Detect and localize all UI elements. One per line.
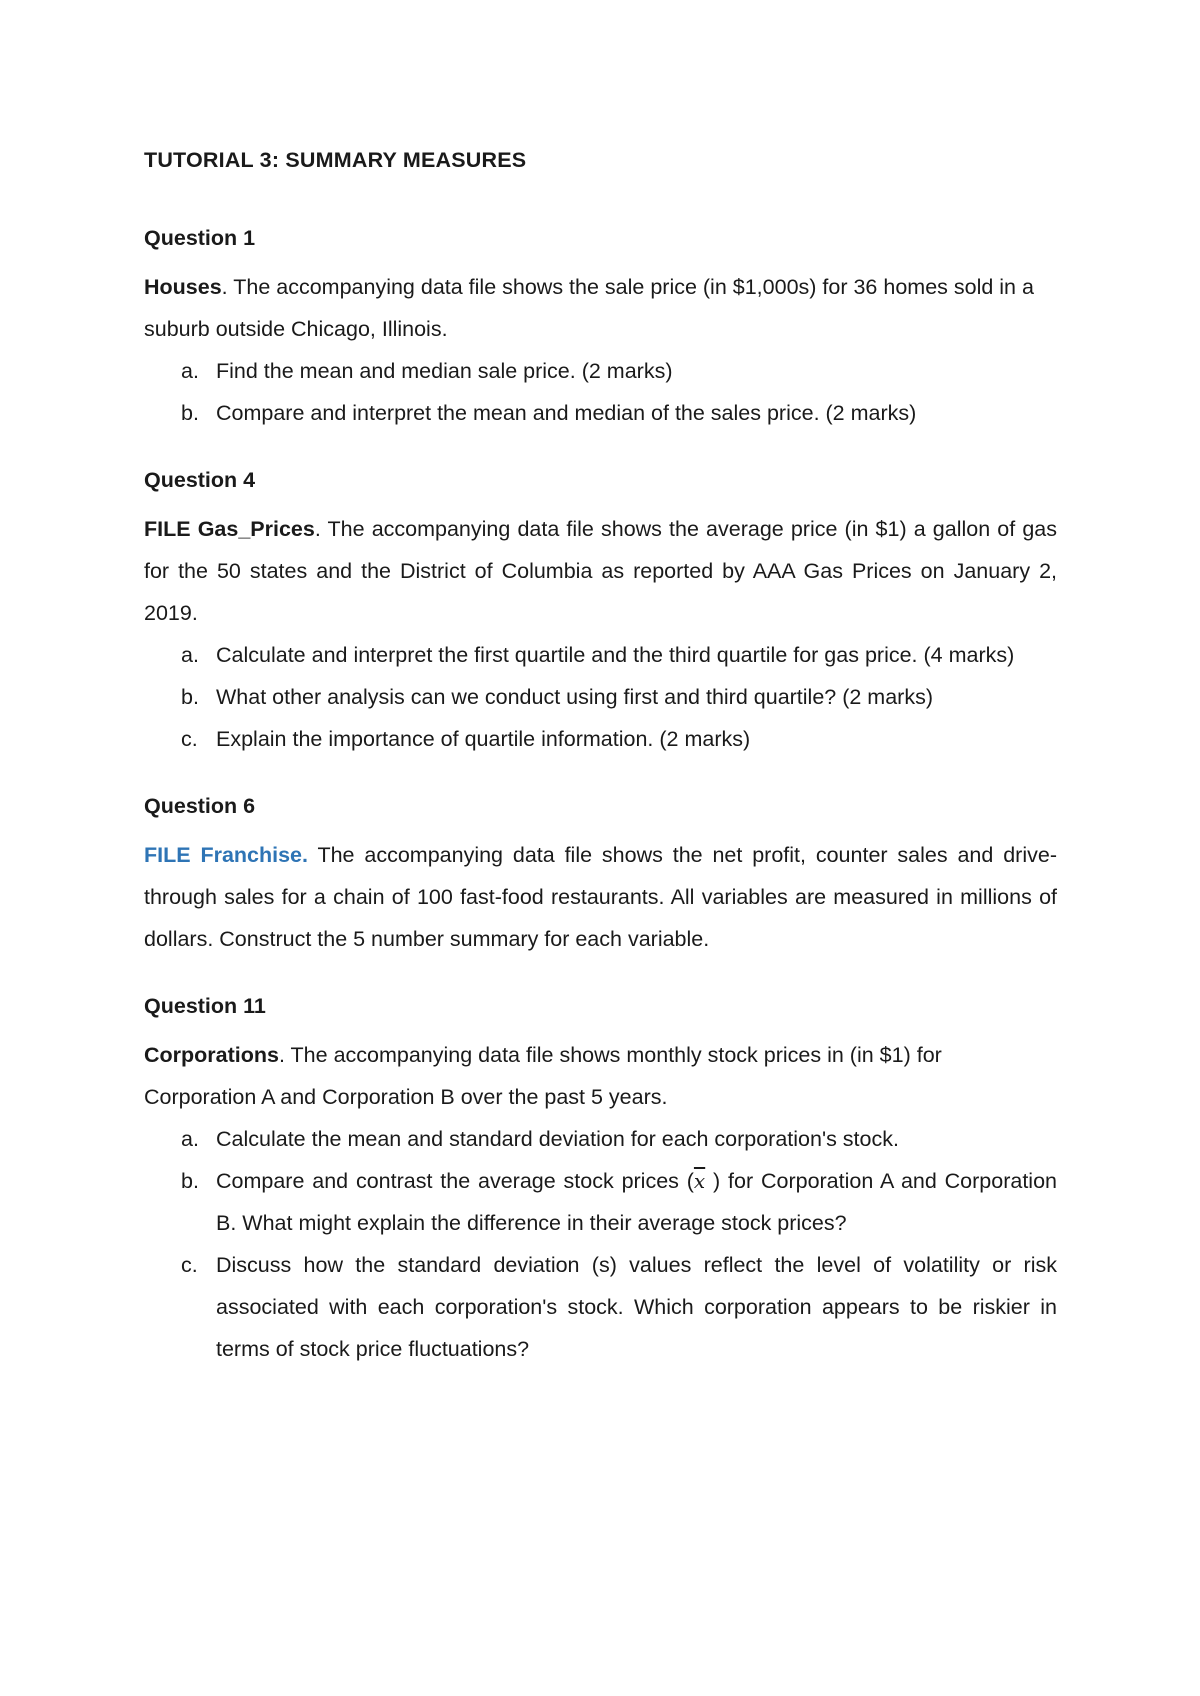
question-part-a [144,1118,1057,1160]
data-file-name: FILE Franchise. [144,843,308,867]
question-1 [144,224,1057,434]
part-marker: b. [181,685,199,709]
intro-text: . The accompanying data file shows the average price (in $1) a gallon of gas for the 50 states and the District of Columbia as reported by AAA Gas Prices on January 2, 2019. [144,517,1057,625]
part-marker: a. [181,359,199,383]
intro-text: . The accompanying data file shows monthly stock prices in (in $1) for Corporation A and Corporation B over the past 5 years. [144,1043,942,1109]
question-part-b [144,676,1057,718]
question-heading: Question 6 [144,794,256,818]
question-11 [144,992,1057,1370]
question-part-c [144,718,1057,760]
part-marker: a. [181,1127,199,1151]
data-file-name: FILE Gas_Prices [144,517,315,541]
x-bar-symbol: $\overline{x}$ [693,1169,706,1193]
data-file-name: Houses [144,275,222,299]
part-marker: c. [181,727,198,751]
part-text: What other analysis can we conduct using first and third quartile? (2 marks) [216,685,933,709]
question-heading: Question 1 [144,226,256,250]
question-part-a [144,634,1057,676]
question-parts [144,1118,1057,1370]
part-text-before: Compare and contrast the average stock prices ( [216,1169,694,1193]
intro-text: The accompanying data file shows the net profit, counter sales and drive-through sales for a chain of 100 fast-food restaurants. All variables are measured in millions of dollars. Construct the 5 number summary for each variable. [144,843,1057,951]
intro-text: . The accompanying data file shows the sale price (in $1,000s) for 36 homes sold in a suburb outside Chicago, Illinois. [144,275,1034,341]
part-marker: a. [181,643,199,667]
document-title: TUTORIAL 3: SUMMARY MEASURES [144,148,527,172]
part-text-after: ) for Corporation A and Corporation B. What might explain the difference in their average stock prices? [216,1169,1057,1235]
part-text: Find the mean and median sale price. (2 marks) [216,359,673,383]
document-content [144,146,1057,1402]
question-intro [144,508,1057,634]
question-part-a [144,350,1057,392]
question-part-b [144,392,1057,434]
data-file-name: Corporations [144,1043,279,1067]
question-parts [144,634,1057,760]
part-marker: c. [181,1253,198,1277]
question-part-c [144,1244,1057,1370]
part-text: Discuss how the standard deviation (s) values reflect the level of volatility or risk associated with each corporation's stock. Which corporation appears to be riskier in terms of stock price fluctuations? [216,1253,1057,1361]
question-part-b [144,1160,1057,1244]
part-text: Calculate the mean and standard deviation for each corporation's stock. [216,1127,899,1151]
question-heading: Question 11 [144,994,266,1018]
question-intro [144,266,1057,350]
part-text: Compare and interpret the mean and median of the sales price. (2 marks) [216,401,917,425]
question-intro [144,1034,1057,1118]
part-text: Explain the importance of quartile information. (2 marks) [216,727,751,751]
question-parts [144,350,1057,434]
part-marker: b. [181,1169,199,1193]
question-4 [144,466,1057,760]
question-intro [144,834,1057,960]
part-text: Calculate and interpret the first quartile and the third quartile for gas price. (4 marks) [216,643,1015,667]
part-marker: b. [181,401,199,425]
question-heading: Question 4 [144,468,256,492]
question-6 [144,792,1057,960]
